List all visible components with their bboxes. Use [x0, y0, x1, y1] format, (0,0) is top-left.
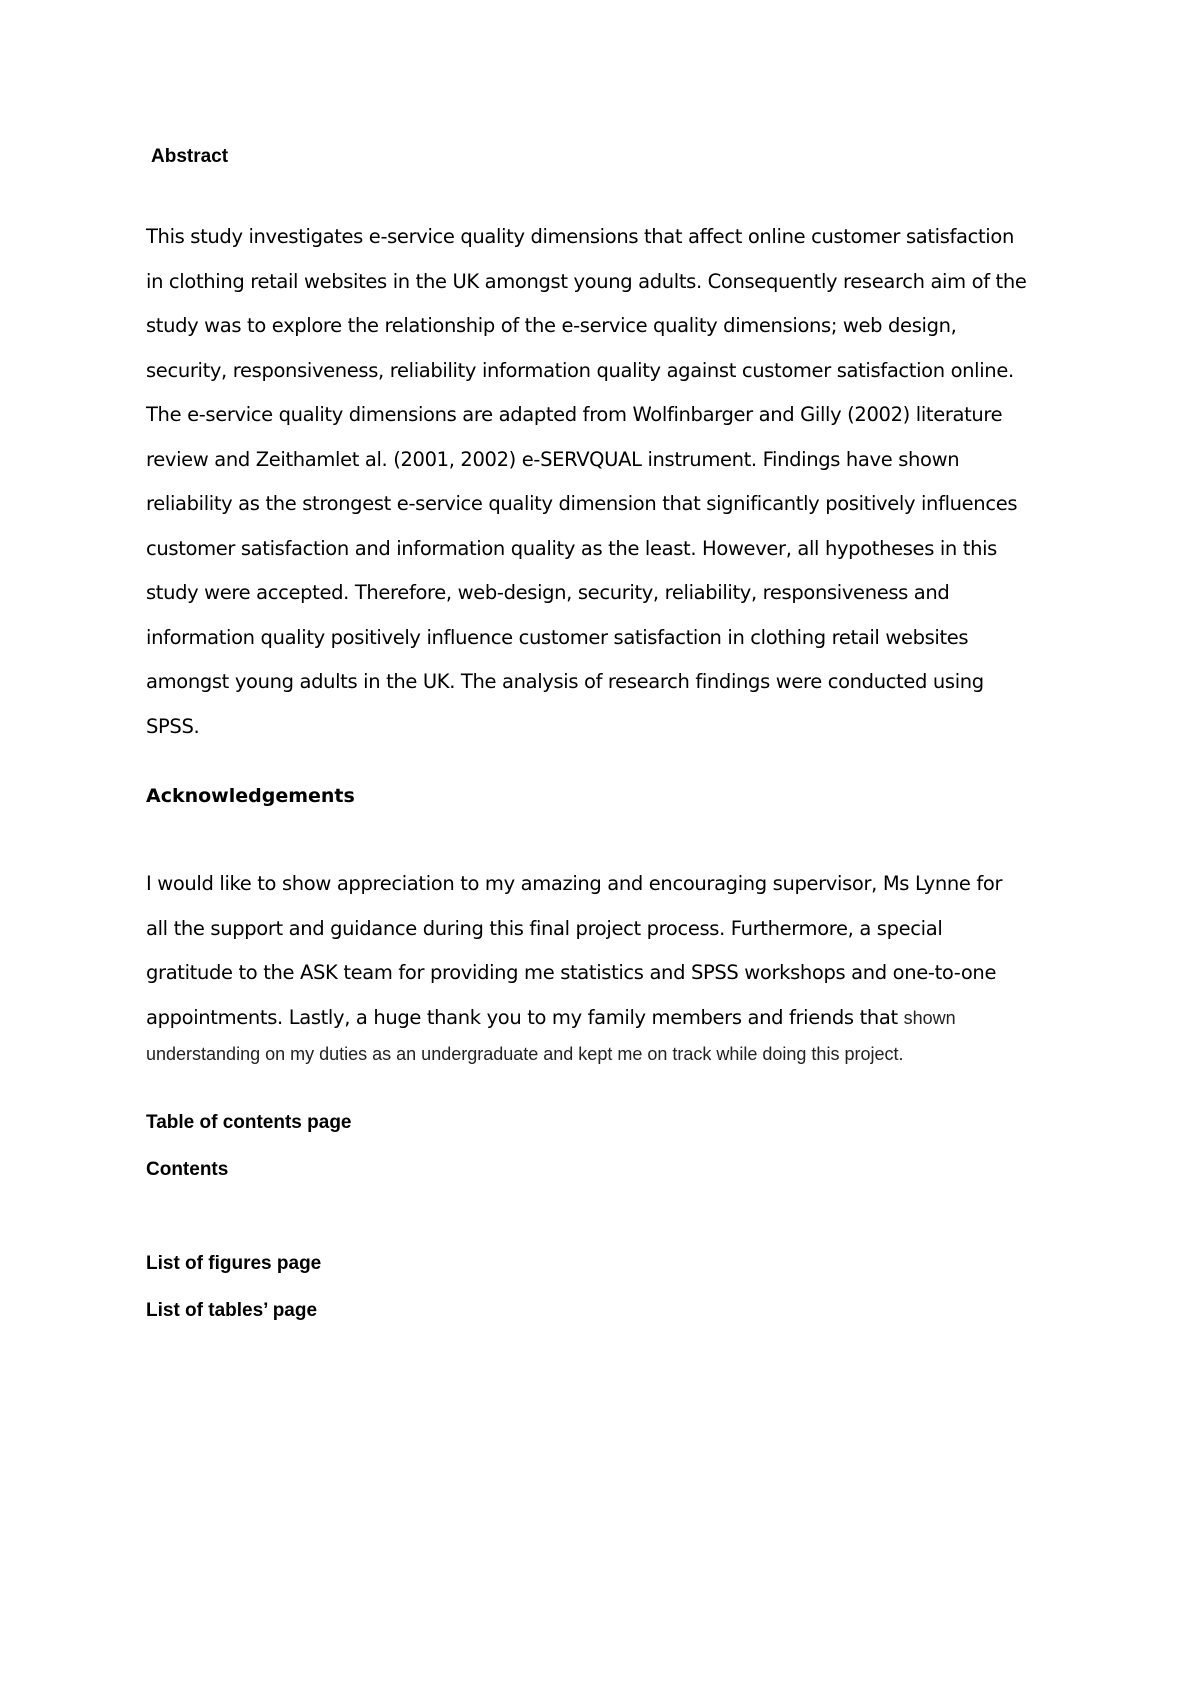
- acknowledgements-line: all the support and guidance during this final project process. Furthermore, a special: [146, 916, 943, 940]
- abstract-line: This study investigates e-service quality dimensions that affect online customer satisfaction: [146, 225, 1014, 248]
- abstract-line: The e-service quality dimensions are adapted from Wolfinbarger and Gilly (2002) literature: [146, 403, 1003, 426]
- abstract-line: SPSS.: [146, 714, 200, 738]
- acknowledgements-line-tail: shown: [903, 1007, 956, 1028]
- acknowledgements-line: gratitude to the ASK team for providing me statistics and SPSS workshops and one-to-one: [146, 961, 997, 984]
- abstract-line: reliability as the strongest e-service quality dimension that significantly positively influences: [146, 492, 1018, 515]
- contents-heading: Contents: [146, 1159, 229, 1180]
- acknowledgements-line: I would like to show appreciation to my amazing and encouraging supervisor, Ms Lynne for: [146, 872, 1003, 895]
- acknowledgements-line-mixed: [146, 996, 1002, 1041]
- abstract-line: information quality positively influence customer satisfaction in clothing retail websites: [146, 625, 969, 649]
- abstract-line: study were accepted. Therefore, web-design, security, reliability, responsiveness and: [146, 581, 950, 604]
- list-of-figures-heading: List of figures page: [146, 1253, 322, 1274]
- abstract-line: in clothing retail websites in the UK amongst young adults. Consequently research aim of the: [146, 269, 1027, 293]
- acknowledgements-line-final: understanding on my duties as an undergraduate and kept me on track while doing this project.: [146, 1044, 904, 1064]
- abstract-line: customer satisfaction and information quality as the least. However, all hypotheses in this: [146, 536, 997, 560]
- abstract-line: amongst young adults in the UK. The analysis of research findings were conducted using: [146, 670, 984, 693]
- list-of-tables-heading: List of tables’ page: [146, 1300, 318, 1321]
- toc-heading: Table of contents page: [146, 1112, 352, 1133]
- abstract-line: review and Zeithamlet al. (2001, 2002) e-SERVQUAL instrument. Findings have shown: [146, 447, 960, 471]
- acknowledgements-paragraph: [146, 862, 1002, 1068]
- abstract-line: security, responsiveness, reliability information quality against customer satisfaction online.: [146, 358, 1014, 382]
- abstract-heading: Abstract: [151, 146, 229, 167]
- abstract-paragraph: [146, 215, 1027, 749]
- acknowledgements-line-main: appointments. Lastly, a huge thank you to my family members and friends that: [146, 1005, 904, 1029]
- abstract-line: study was to explore the relationship of the e-service quality dimensions; web design,: [146, 314, 957, 337]
- acknowledgements-heading: Acknowledgements: [146, 785, 355, 807]
